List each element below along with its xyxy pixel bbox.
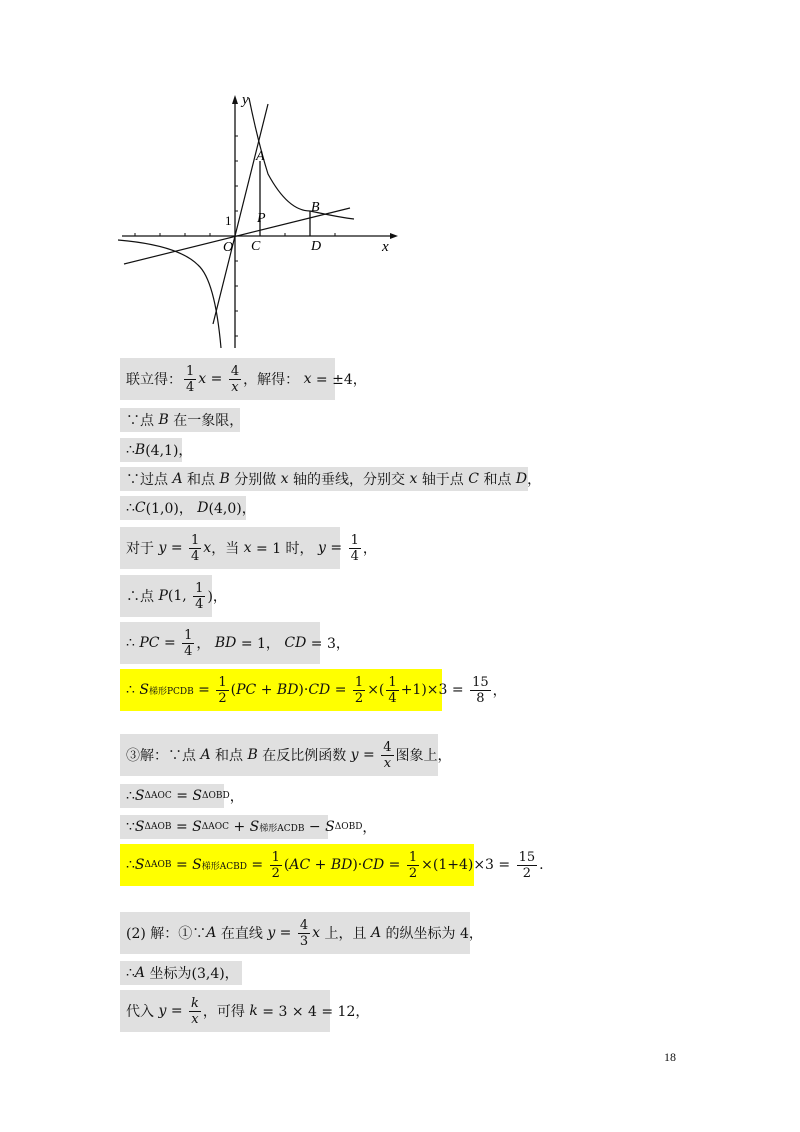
label-B: B [311,200,320,215]
label-one: 1 [225,213,232,228]
label-P: P [257,211,266,226]
function-graph [118,90,408,350]
page-number: 18 [664,1050,676,1064]
solution-line-4: ∵过点 A 和点 B 分别做 x 轴的垂线，分别交 x 轴于点 C 和点 D ， [120,467,528,491]
solution-line-8: ∴ PC = $\frac{1}{4}$ ， BD = 1， CD = 3， [120,622,320,664]
solution-line-16: 代入 y = $\frac{k}{x}$ ，可得 k = 3 × 4 = 12， [120,990,330,1032]
label-O: O [223,240,234,255]
label-A: A [256,149,265,164]
solution-line-9-highlight: ∴ S 梯形PCDB = $\frac{1}{2}$ ( PC + BD )· CD = $\frac{1}{2}$ ×( $\frac{1}{4}$ +1)×3 = $\frac{15}{8}$ ， [120,669,442,711]
solution-line-3: ∴ B (4,1)， [120,438,182,462]
solution-line-7: ∴点 P (1, $\frac{1}{4}$ )， [120,575,212,617]
label-x: x [382,239,389,255]
label-D: D [311,239,322,254]
solution-line-15: ∴ A 坐标为(3,4)， [120,961,242,985]
solution-line-10: ③解：∵点 A 和点 B 在反比例函数 y = $\frac{4}{x}$ 图象上， [120,734,438,776]
hyperbola-branch-2 [118,240,221,348]
solution-line-1: 联立得： $\frac{1}{4}$ x = $\frac{4}{x}$ ，解得： x = ±4， [120,358,335,400]
solution-line-6: 对于 y = $\frac{1}{4}$ x ，当 x = 1 时， y = $\frac{1}{4}$ ， [120,527,340,569]
label-C: C [251,239,261,254]
solution-line-5: ∴ C (1,0)， D (4,0)， [120,496,246,520]
y-axis-arrow [232,95,238,104]
x-axis-arrow [390,233,398,239]
solution-line-12: ∵ S ΔAOB = S ΔAOC + S 梯形ACDB − S ΔOBD ， [120,815,328,839]
label-y: y [242,92,249,108]
solution-line-14: (2) 解：①∵ A 在直线 y = $\frac{4}{3}$ x 上，且 A 的纵坐标为 4， [120,912,470,954]
solution-line-2: ∵点 B 在一象限， [120,408,240,432]
solution-line-11: ∴ S ΔAOC = S ΔOBD ， [120,784,224,808]
solution-line-13-highlight: ∴ S ΔAOB = S 梯形ACBD = $\frac{1}{2}$ ( AC + BD )· CD = $\frac{1}{2}$ ×(1+4)×3 = $\frac{15}{2}$ . [120,844,474,886]
